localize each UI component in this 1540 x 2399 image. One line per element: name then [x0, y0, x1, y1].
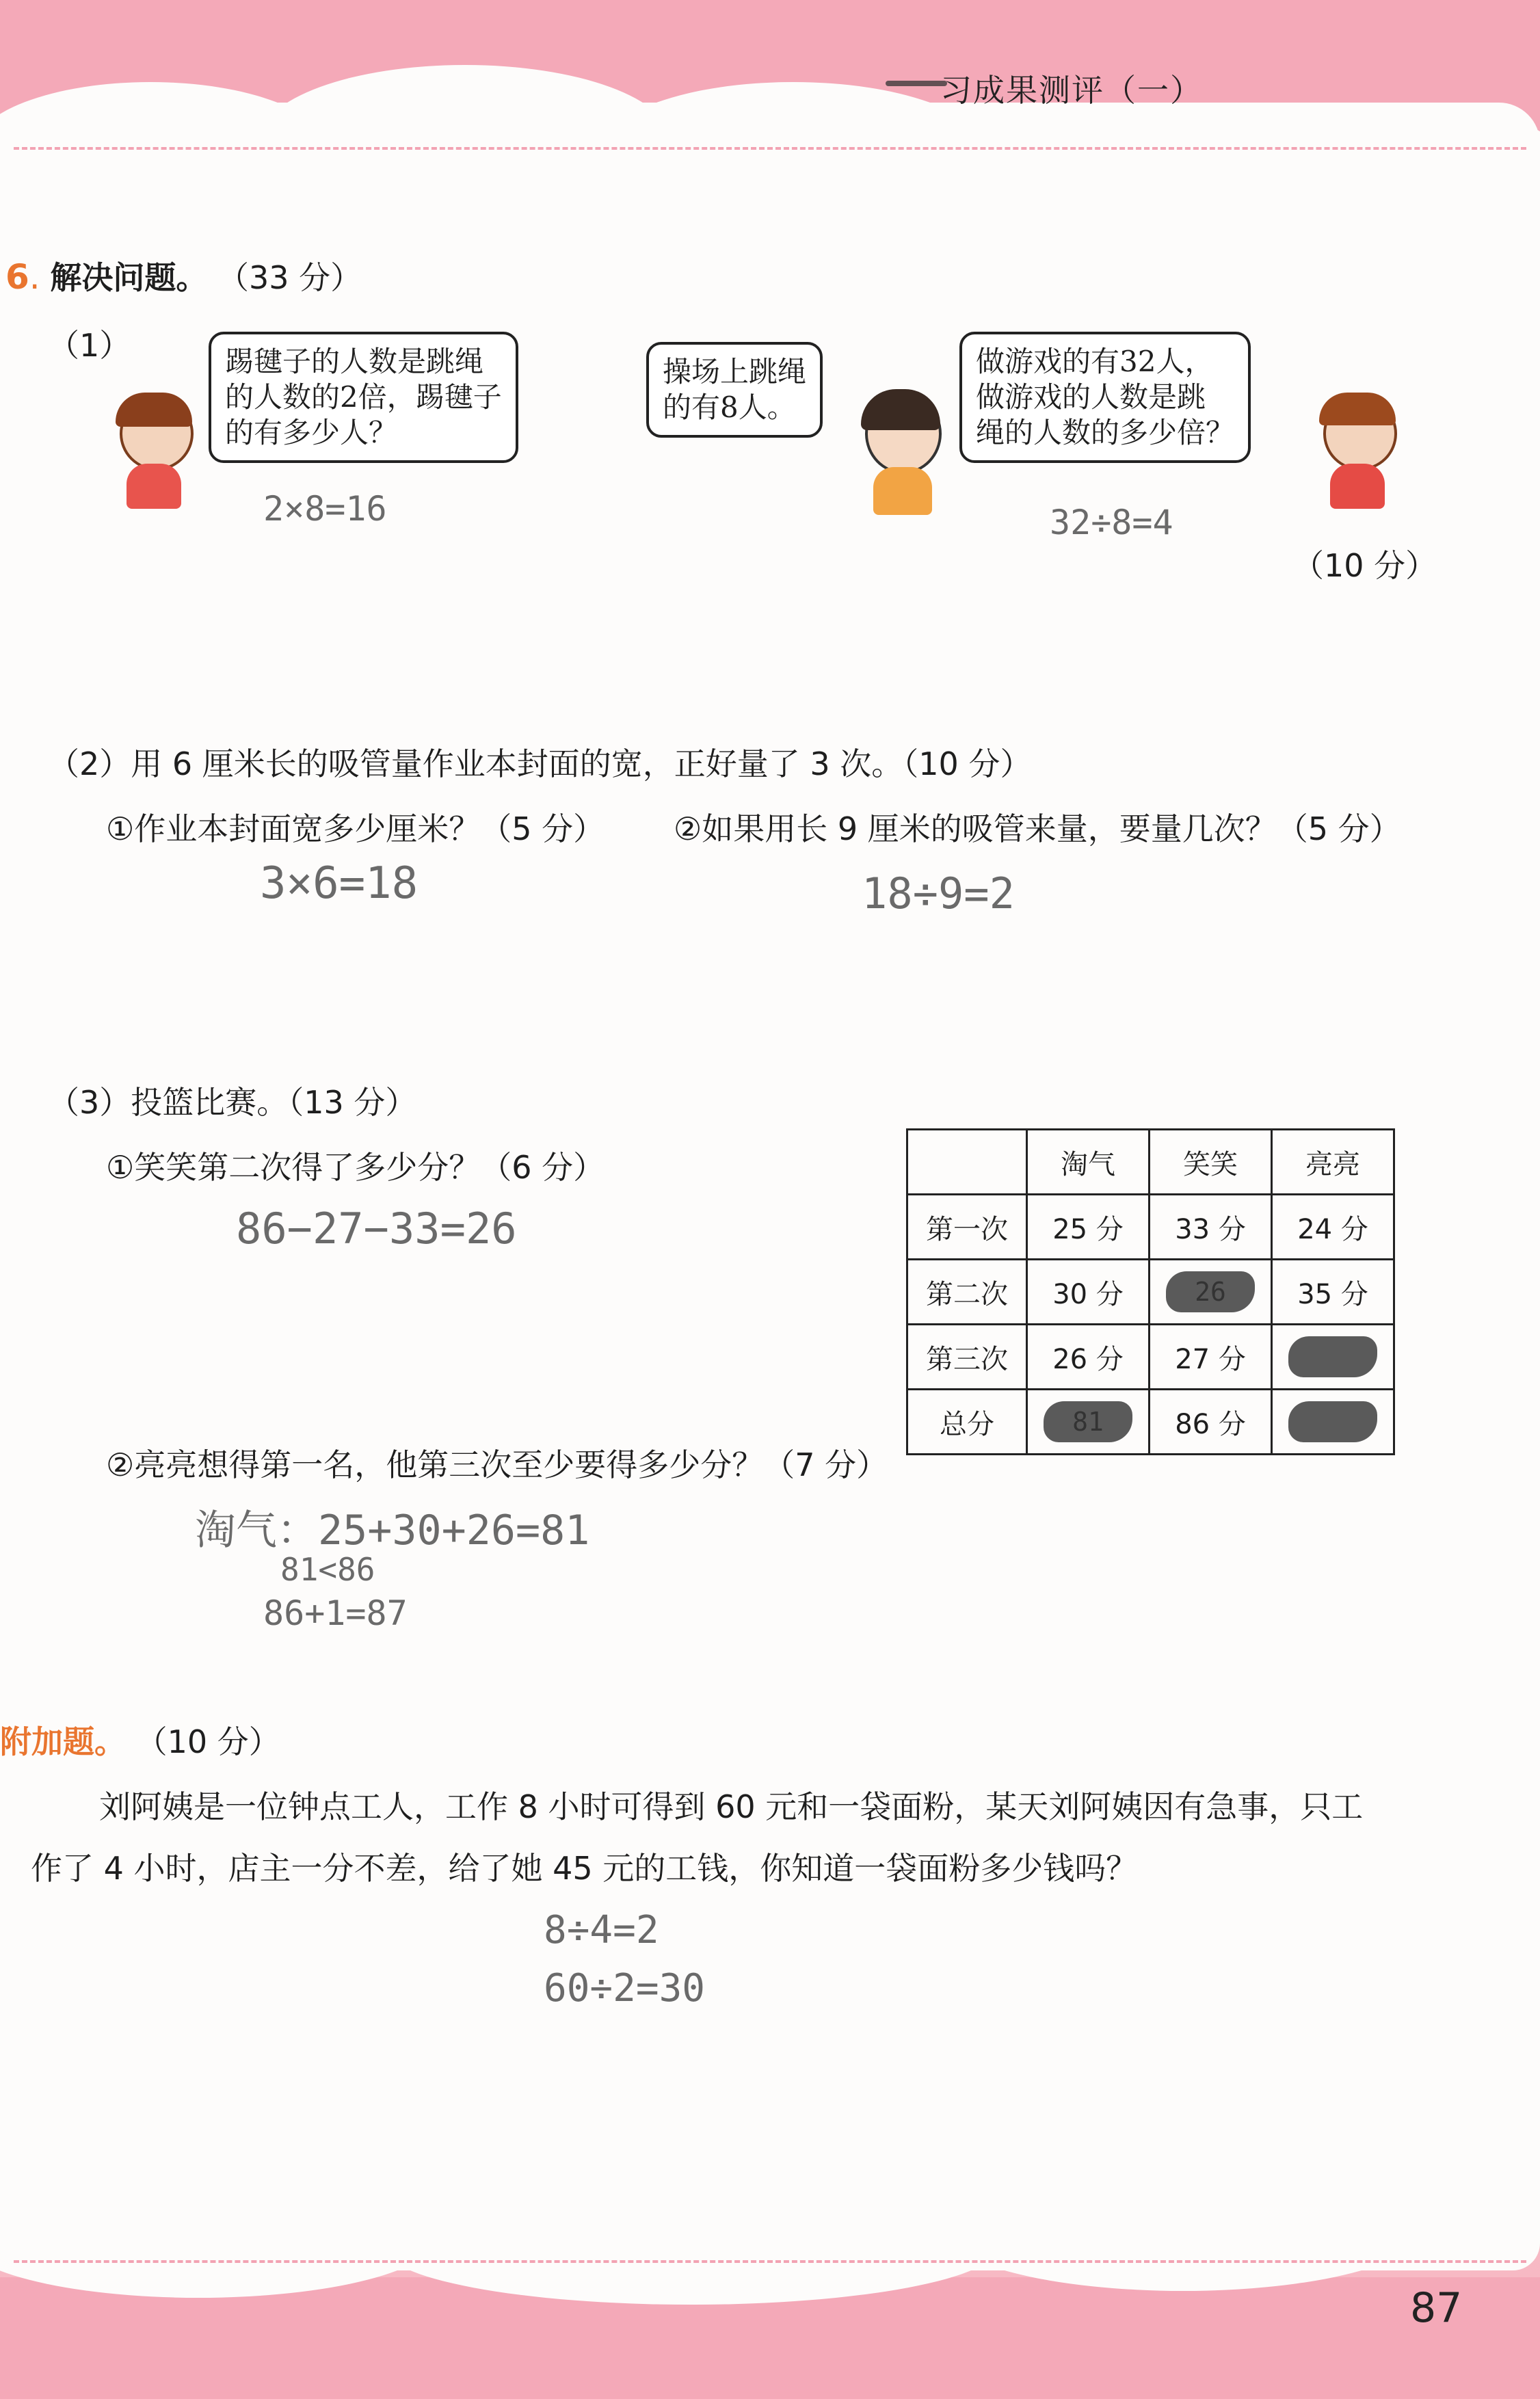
part-1-points: （10 分） [1292, 547, 1437, 584]
bubble-line: 的人数的2倍，踢毽子 [225, 380, 502, 414]
table-row-header: 第二次 [907, 1260, 1027, 1325]
table-cell [1272, 1390, 1394, 1455]
table-header-row [907, 1130, 1394, 1195]
table-cell [1272, 1325, 1394, 1390]
answer-handwritten: 2×8=16 [263, 489, 387, 529]
question-title: 解决问题。 [50, 259, 208, 296]
bonus-points: （10 分） [135, 1723, 280, 1760]
table-cell: 86 分 [1150, 1390, 1272, 1455]
bubble-line: 的有多少人？ [225, 416, 398, 449]
header-smudge [886, 81, 947, 86]
bubble-line: 绳的人数的多少倍？ [976, 416, 1235, 449]
answer-handwritten: 18÷9=2 [862, 869, 1015, 918]
dashed-border-top [14, 147, 1526, 150]
ink-blot [1288, 1336, 1377, 1377]
answer-handwritten: 3×6=18 [260, 858, 419, 909]
question-points: （33 分） [217, 259, 362, 296]
table-cell: 30 分 [1027, 1260, 1150, 1325]
answer-handwritten: 86−27−33=26 [236, 1204, 517, 1254]
cloud-shape [602, 82, 985, 219]
table-header-cell: 亮亮 [1272, 1130, 1394, 1195]
table-cell [1150, 1260, 1272, 1325]
table-cell: 27 分 [1150, 1325, 1272, 1390]
table-row-header: 第三次 [907, 1325, 1027, 1390]
table-row [907, 1260, 1394, 1325]
part-3-sub-1: ①笑笑第二次得了多少分？（6 分） [106, 1149, 605, 1186]
answer-handwritten: 60÷2=30 [544, 1966, 706, 2011]
answer-handwritten: 81<86 [280, 1551, 375, 1588]
part-1-label: （1） [48, 327, 131, 364]
answer-handwritten: 32÷8=4 [1050, 503, 1173, 542]
table-row [907, 1390, 1394, 1455]
ink-blot [1288, 1401, 1377, 1442]
cloud-shape [944, 2168, 1422, 2291]
cloud-shape [383, 2188, 998, 2305]
answer-handwritten: 8÷4=2 [544, 1908, 659, 1952]
bubble-line: 踢毽子的人数是跳绳 [225, 345, 484, 378]
table-cell: 26 分 [1027, 1325, 1150, 1390]
table-cell [1027, 1390, 1150, 1455]
page-number: 87 [1410, 2284, 1463, 2332]
answer-handwritten: 淘气：25+30+26=81 [195, 1507, 590, 1554]
answer-handwritten: 86+1=87 [263, 1593, 408, 1633]
table-header-cell: 淘气 [1027, 1130, 1150, 1195]
part-2-sub-2: ②如果用长 9 厘米的吸管来量，要量几次？（5 分） [674, 810, 1401, 847]
bubble-line: 做游戏的有32人， [976, 345, 1214, 378]
bubble-line: 操场上跳绳 [663, 355, 807, 388]
table-cell [907, 1130, 1027, 1195]
question-6-heading: 6. 解决问题。 （33 分） [5, 257, 362, 297]
bonus-text-line-1: 刘阿姨是一位钟点工人，工作 8 小时可得到 60 元和一袋面粉，某天刘阿姨因有急事，只工 [99, 1788, 1364, 1825]
score-table [906, 1128, 1395, 1455]
bubble-line: 的有8人。 [663, 390, 796, 424]
table-cell: 35 分 [1272, 1260, 1394, 1325]
bubble-line: 做游戏的人数是跳 [976, 380, 1206, 414]
speech-bubble-middle [646, 342, 823, 438]
table-cell: 33 分 [1150, 1195, 1272, 1260]
table-header-cell: 笑笑 [1150, 1130, 1272, 1195]
table-row-header: 总分 [907, 1390, 1027, 1455]
bonus-title: 附加题。 [0, 1723, 126, 1760]
table-row-header: 第一次 [907, 1195, 1027, 1260]
bonus-text-line-2: 作了 4 小时，店主一分不差，给了她 45 元的工钱，你知道一袋面粉多少钱吗？ [31, 1850, 1138, 1887]
ink-blot-answer: 81 [1044, 1401, 1132, 1442]
speech-bubble-left [209, 332, 518, 463]
girl-illustration [858, 393, 947, 516]
table-row [907, 1195, 1394, 1260]
section-title: 习成果测评（一） [940, 72, 1203, 109]
dashed-border-bottom [14, 2260, 1526, 2263]
part-2-sub-1: ①作业本封面宽多少厘米？（5 分） [106, 810, 605, 847]
table-row [907, 1325, 1394, 1390]
boy-illustration [1316, 397, 1398, 513]
table-cell: 25 分 [1027, 1195, 1150, 1260]
part-2-stem: （2）用 6 厘米长的吸管量作业本封面的宽，正好量了 3 次。（10 分） [48, 745, 1032, 782]
speech-bubble-right [959, 332, 1251, 463]
part-3-stem: （3）投篮比赛。（13 分） [48, 1084, 417, 1121]
table-cell: 24 分 [1272, 1195, 1394, 1260]
girl-with-glasses-illustration [113, 397, 195, 513]
bonus-heading [0, 1723, 280, 1761]
question-number: 6 [5, 257, 29, 297]
ink-blot-answer: 26 [1166, 1271, 1255, 1312]
part-3-sub-2: ②亮亮想得第一名，他第三次至少要得多少分？（7 分） [106, 1446, 888, 1483]
